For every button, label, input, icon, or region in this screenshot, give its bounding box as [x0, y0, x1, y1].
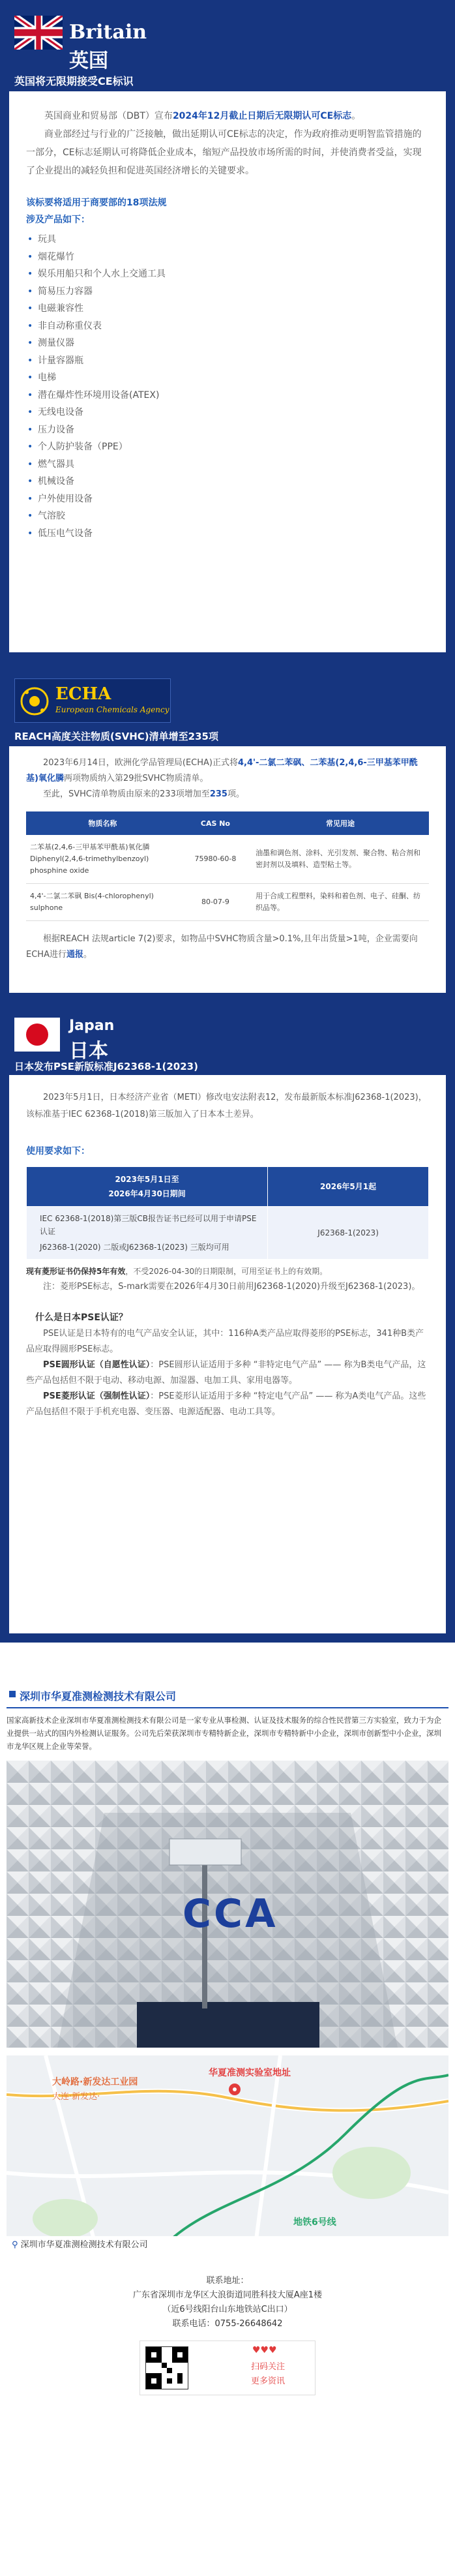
list-item: • 烟花爆竹 [26, 249, 429, 266]
qr-card[interactable] [139, 2341, 316, 2395]
echa-para3-highlight: 通报 [66, 950, 83, 960]
uk-card [9, 91, 446, 652]
svhc-header-cas: CAS No [179, 811, 252, 835]
list-item: • 电梯 [26, 369, 429, 387]
svhc-cell-cas: 80-07-9 [179, 884, 252, 921]
uk-para1-b: 。 [351, 111, 361, 121]
svhc-cell-name: 4,4'-二氯二苯砜 Bis(4-chlorophenyl) sulphone [26, 884, 179, 921]
svhc-header-name: 物质名称 [26, 811, 179, 835]
qr-code-icon [145, 2346, 188, 2389]
japan-headline: 日本发布PSE新版标准J62368-1(2023) [14, 1061, 198, 1072]
pse-cell-period [27, 1207, 268, 1260]
uk-headline: 英国将无限期接受CE标识 [14, 75, 134, 87]
japan-note [26, 1264, 429, 1279]
japan-country-en: Japan [69, 1018, 115, 1034]
uk-para1-highlight: 2024年12月截止日期后无限期认可CE标志 [172, 111, 352, 121]
echa-para3-b: 。 [83, 950, 92, 960]
uk-para1-a: 英国商业和贸易部（DBT）宣布 [44, 111, 173, 121]
echa-logo [14, 678, 171, 723]
contact-phone[interactable]: 联系电话：0755-26648642 [172, 2319, 283, 2329]
company-section [0, 1688, 455, 2395]
uk-list-subtitle: 涉及产品如下： [26, 215, 90, 225]
list-item: • 压力设备 [26, 421, 429, 439]
pse-table [26, 1166, 429, 1260]
echa-para1-a: 2023年6月14日，欧洲化学品管理局(ECHA)正式将 [43, 758, 239, 768]
japan-p1-title: PSE圆形认证（自愿性认证） [43, 1360, 151, 1370]
list-item: • 玩具 [26, 231, 429, 249]
map-label-park2: 大连·新发达· [52, 2092, 100, 2102]
list-item: • 个人防护装备（PPE） [26, 438, 429, 456]
map-label-lab: 华夏准测实验室地址 [209, 2068, 291, 2078]
uk-product-list [26, 231, 429, 542]
contact-block [0, 2274, 455, 2331]
list-item: • 测量仪器 [26, 335, 429, 352]
uk-para2: 商业部经过与行业的广泛接触，做出延期认可CE标志的决定，作为政府推动更明智监管措施的一部分，CE标志延期认可将降低企业成本，缩短产品投放市场所需的时间，并使消费者受益，实现了企业提出的减轻负担和促进英国经济增长的关键要求。 [26, 129, 422, 176]
japan-country-cn: 日本 [69, 1040, 108, 1063]
map-caption [7, 2236, 448, 2254]
contact-title: 联系地址： [206, 2276, 249, 2286]
map-label-park: 大岭路·新发达工业园 [52, 2077, 138, 2087]
echa-para2-a: 至此，SVHC清单物质由原来的233项增加至 [43, 789, 210, 799]
company-desc: 国家高新技术企业深圳市华夏准测检测技术有限公司是一家专业从事检测、认证及技术服务的综合性民营第三方实验室，致力于为企业提供一站式的国内外检测认证服务。公司先后荣获深圳市专精特新企业，深圳市专精特新中小企业，深圳市创新型中小企业，深圳市龙华区规上企业等荣誉。 [7, 1716, 441, 1751]
echa-logo-icon [19, 684, 50, 718]
svhc-header-use: 常见用途 [252, 811, 429, 835]
echa-para3-a: 根据REACH 法规article 7(2)要求，如物品中SVHC物质含量>0.1%,且年出货量>1吨，企业需要向ECHA进行 [26, 934, 418, 960]
uk-flag-icon [14, 16, 63, 50]
svhc-cell-use: 用于合成工程塑料，染料和着色剂、电子、硅酮、纺织品等。 [252, 884, 429, 921]
japan-p2 [26, 1389, 429, 1420]
japan-note-b: ，不受2026-04-30的日期限制，可用至证书上的有效期。 [125, 1267, 328, 1276]
list-item: • 燃气器具 [26, 456, 429, 474]
location-pin-icon: ⚲ [12, 2240, 21, 2250]
echa-section [0, 664, 455, 1003]
echa-para1-b: 两项物质纳入第29批SVHC物质清单。 [63, 774, 209, 783]
uk-country-en: Britain [69, 21, 147, 44]
echa-para1-highlight: 4,4'-二氯二苯砜、二苯基(2,4,6-三甲基苯甲酰基)氧化膦 [26, 758, 418, 783]
table-row [27, 1207, 429, 1260]
japan-section [0, 1003, 455, 1643]
japan-use-title: 使用要求如下： [26, 1146, 90, 1157]
list-item: • 低压电气设备 [26, 525, 429, 543]
japan-header [9, 1012, 446, 1075]
japan-note-highlight: 现有菱形证书仍保持5年有效 [26, 1267, 126, 1276]
contact-address2: （近6号线阳台山东地铁站C出口） [162, 2305, 293, 2314]
echa-para2-b: 项。 [227, 789, 244, 799]
uk-list-title: 该标要将适用于商要部的18项法规 [26, 198, 167, 208]
company-title-text: 深圳市华夏准测检测技术有限公司 [20, 1690, 177, 1703]
japan-note2: 注：菱形PSE标志，S-mark需要在2026年4月30日前用J62368-1(2020)升级至J62368-1(2023)。 [43, 1282, 420, 1292]
qr-label1: 扫码关注 [251, 2362, 286, 2372]
pse-cell-line: IEC 62368-1(2018)第三版CB报告证书已经可以用于申请PSE认证 [40, 1214, 257, 1236]
japan-p2-title: PSE菱形认证（强制性认证） [43, 1391, 151, 1401]
echa-headline: REACH高度关注物质(SVHC)清单增至235项 [14, 731, 218, 742]
echa-card [9, 746, 446, 993]
list-item: • 娱乐用船只和个人水上交通工具 [26, 265, 429, 283]
svhc-cell-use: 油墨和调色剂、涂料、光引发剂、聚合物、粘合剂和密封剂以及填料、造型粘土等。 [252, 835, 429, 884]
list-item: • 机械设备 [26, 473, 429, 491]
list-item: • 户外使用设备 [26, 491, 429, 508]
company-divider [7, 1707, 448, 1708]
lab-photo [7, 1761, 448, 2048]
cca-logo: CCA [183, 1891, 278, 1937]
japan-flag-icon [14, 1018, 60, 1052]
japan-q-title: 什么是日本PSE认证？ [35, 1312, 128, 1323]
pse-header-after: 2026年5月1起 [268, 1167, 429, 1207]
bullet-square-icon [9, 1691, 16, 1697]
list-item: • 简易压力容器 [26, 283, 429, 301]
echa-para1 [26, 755, 429, 787]
japan-p1 [26, 1357, 429, 1389]
company-title [7, 1688, 448, 1703]
uk-section [0, 0, 455, 664]
japan-p2-text: ：PSE菱形认证适用于多种 “特定电气产品” —— 称为A类电气产品。这些产品包括但不限于手机充电器、变压器、电源适配器、电动工具等。 [26, 1391, 426, 1417]
list-item: • 电磁兼容性 [26, 300, 429, 318]
japan-para1: 2023年5月1日，日本经济产业省（METI）修改电安法附表12，发布最新版本标准J62368-1(2023)，该标准基于IEC 62368-1(2018)第三版加入了日本本土差异。 [26, 1093, 427, 1119]
japan-p1-text: ：PSE圆形认证适用于多种 “非特定电气产品” —— 称为B类电气产品，这些产品包括但不限于电动、移动电源、加湿器、电加工具、家用电器等。 [26, 1360, 426, 1386]
map-caption-text: 深圳市华夏准测检测技术有限公司 [20, 2240, 148, 2250]
uk-header [9, 9, 446, 91]
table-row [26, 835, 429, 884]
uk-para1 [26, 107, 429, 125]
uk-country-cn: 英国 [69, 50, 108, 72]
qr-label2: 更多资讯 [251, 2376, 286, 2386]
echa-logo-name: ECHA [55, 684, 111, 704]
map-label-metro: 地铁6号线 [293, 2217, 336, 2228]
japan-card [9, 1075, 446, 1633]
list-item: • 潜在爆炸性环境用设备(ATEX) [26, 387, 429, 404]
pse-cell-line: J62368-1(2020) 二版或J62368-1(2023) 三版均可用 [40, 1243, 229, 1252]
list-item: • 无线电设备 [26, 404, 429, 421]
svhc-cell-cas: 75980-60-8 [179, 835, 252, 884]
echa-logo-fullname: European Chemicals Agency [55, 705, 169, 714]
svhc-table [26, 811, 429, 921]
echa-header [9, 673, 446, 746]
hearts-icon: ♥♥♥ [252, 2345, 277, 2356]
echa-para2 [26, 787, 429, 802]
list-item: • 气溶胶 [26, 508, 429, 525]
pse-cell-after: J62368-1(2023) [268, 1207, 429, 1260]
list-item: • 非自动称重仪表 [26, 318, 429, 335]
list-item: • 计量容器瓶 [26, 352, 429, 370]
svhc-cell-name: 二苯基(2,4,6-三甲基苯甲酰基)氧化膦 Diphenyl(2,4,6-trimethylbenzoyl) phosphine oxide [26, 835, 179, 884]
pse-header-period: 2023年5月1日至 2026年4月30日期间 [27, 1167, 268, 1207]
japan-q-para: PSE认证是日本特有的电气产品安全认证，其中：116种A类产品应取得菱形的PSE标志，341种B类产品应取得圆形PSE标志。 [26, 1329, 424, 1354]
map[interactable] [7, 2055, 448, 2254]
table-row [26, 884, 429, 921]
echa-para3 [26, 932, 429, 963]
echa-para2-highlight: 235 [209, 789, 228, 799]
contact-address: 广东省深圳市龙华区大浪街道同胜科技大厦A座1楼 [132, 2290, 323, 2300]
